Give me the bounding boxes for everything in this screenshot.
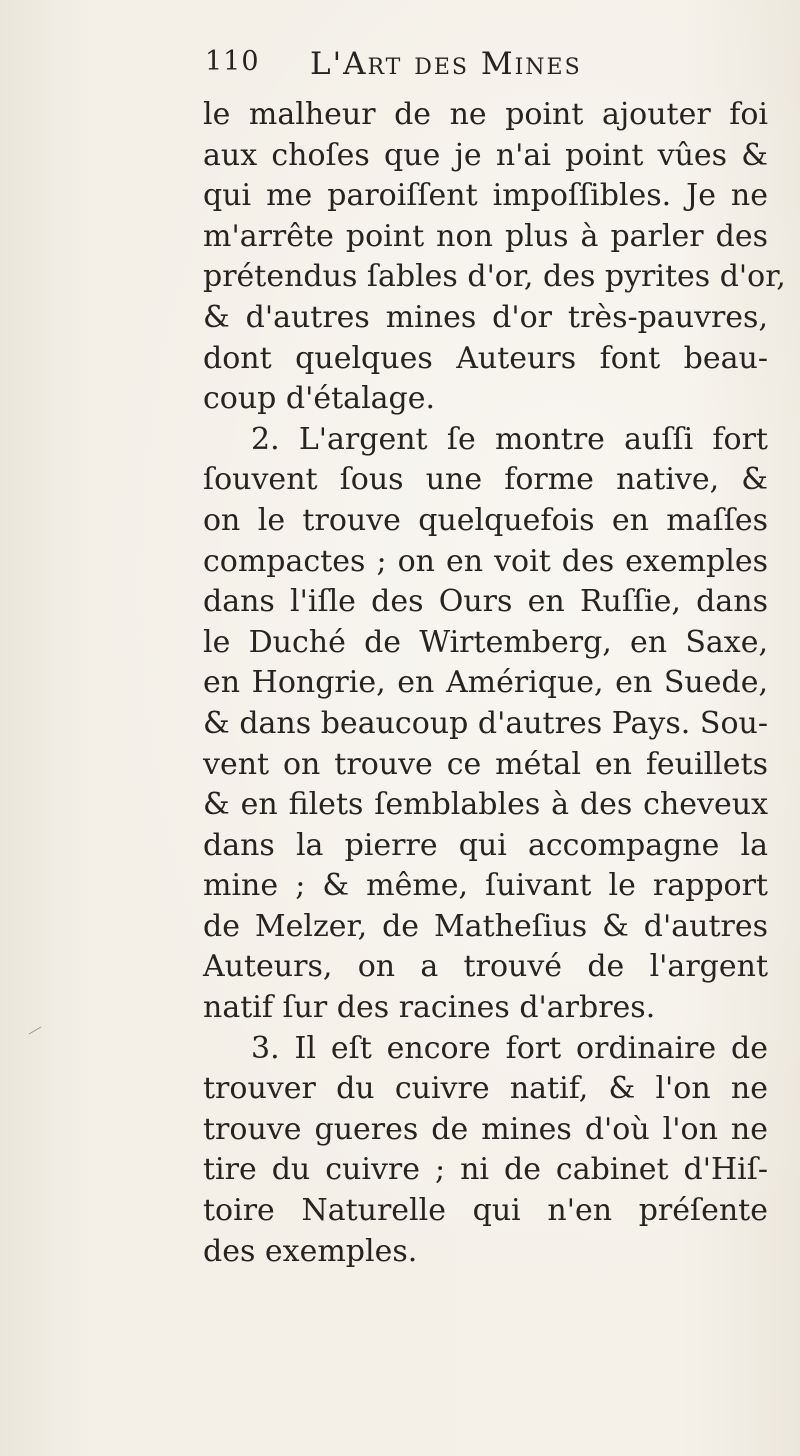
text-line: tire du cuivre ; ni de cabinet d'Hiſ-	[203, 1152, 768, 1188]
text-line: Auteurs, on a trouvé de l'argent	[203, 949, 768, 985]
text-line: en Hongrie, en Amérique, en Suede,	[203, 665, 768, 701]
text-line: toire Naturelle qui n'en préſente	[203, 1193, 768, 1229]
text-line: ſouvent ſous une forme native, &	[203, 462, 768, 498]
text-line: vent on trouve ce métal en feuillets	[203, 746, 768, 782]
paragraph-3-start: 3. Il eſt encore fort ordinaire de	[251, 1030, 768, 1066]
text-line: & d'autres mines d'or très-pauvres,	[203, 299, 768, 335]
text-line: mine ; & même, ſuivant le rapport	[203, 868, 768, 904]
text-line: & dans beaucoup d'autres Pays. Sou-	[203, 705, 768, 741]
text-line: qui me paroiſſent impoſſibles. Je ne	[203, 178, 768, 214]
text-line: dans l'iſle des Ours en Ruſſie, dans	[203, 584, 768, 620]
body-text	[203, 95, 786, 1272]
page-number: 110	[205, 46, 260, 77]
text-line: compactes ; on en voit des exemples	[203, 543, 768, 579]
text-line: aux choſes que je n'ai point vûes &	[203, 137, 768, 173]
text-line: dont quelques Auteurs font beau-	[203, 340, 768, 376]
paragraph-2-start: 2. L'argent ſe montre auſſi fort	[251, 421, 768, 457]
text-line: trouver du cuivre natif, & l'on ne	[203, 1071, 768, 1107]
text-line: des exemples.	[203, 1233, 418, 1269]
page-header	[205, 46, 765, 86]
text-line: de Melzer, de Matheſius & d'autres	[203, 908, 768, 944]
text-line: natif ſur des racines d'arbres.	[203, 990, 656, 1026]
margin-mark	[29, 1027, 42, 1035]
text-line: le Duché de Wirtemberg, en Saxe,	[203, 624, 768, 660]
text-line: on le trouve quelquefois en maſſes	[203, 502, 768, 538]
text-line: coup d'étalage.	[203, 381, 436, 417]
running-title: L'Art des Mines	[310, 46, 582, 82]
text-line: & en filets ſemblables à des cheveux	[203, 787, 768, 823]
text-line: m'arrête point non plus à parler des	[203, 218, 768, 254]
text-line: prétendus ſables d'or, des pyrites d'or,	[203, 259, 786, 295]
text-line: dans la pierre qui accompagne la	[203, 827, 768, 863]
text-line: trouve gueres de mines d'où l'on ne	[203, 1111, 768, 1147]
text-line: le malheur de ne point ajouter foi	[203, 97, 768, 132]
